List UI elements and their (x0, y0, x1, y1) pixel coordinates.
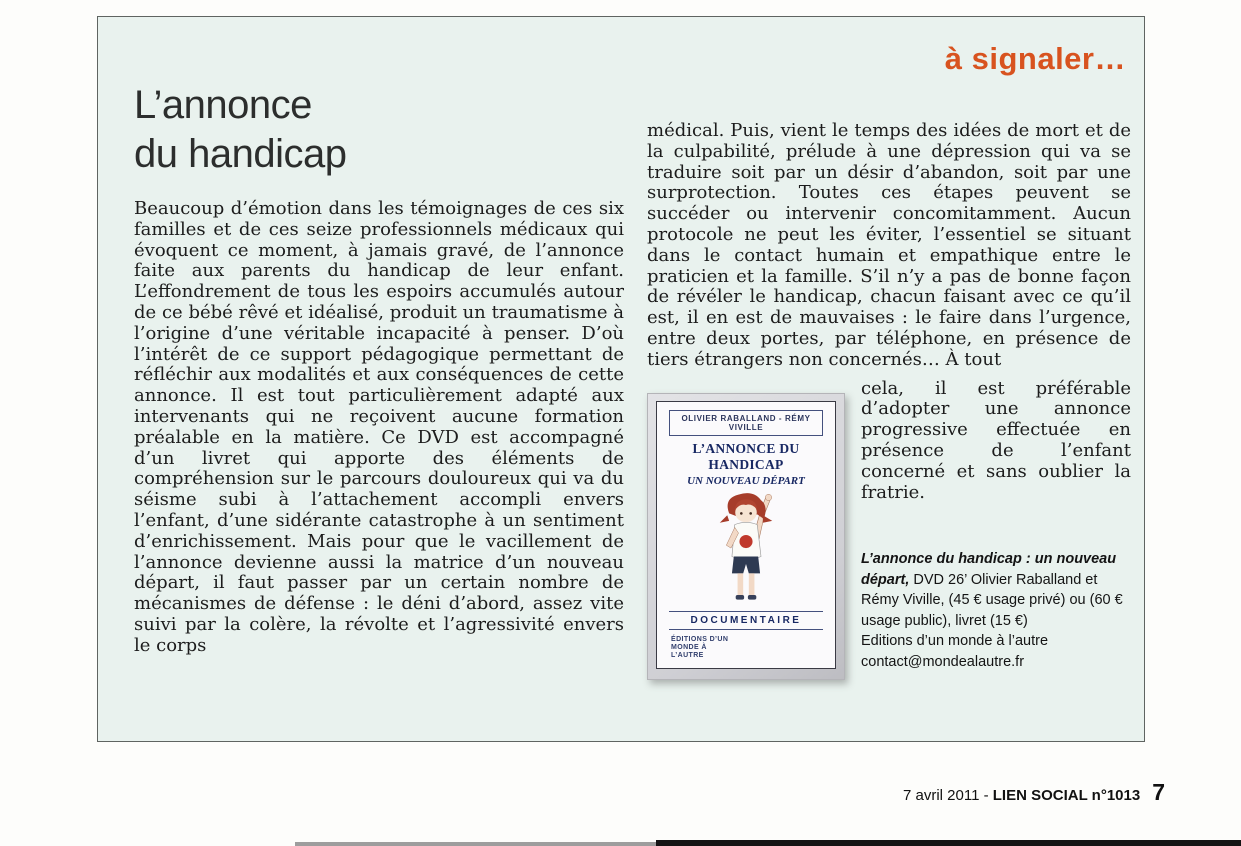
wrap-column (845, 379, 1131, 673)
page-footer (903, 779, 1165, 806)
article-paragraph-left: Beaucoup d’émotion dans les témoignages de ces six familles et de ces seize professionnels médicaux qui évoquent ce moment, à jamais gravé, de l’annonce faite aux parents du handicap de leur enfant. L’effondrement de tous les espoirs accumulés autour de ce bébé rêvé et idéalisé, produit un traumatisme à l’origine d’une véritable incapacité à penser. D’où l’intérêt de ce support pédagogique permettant de réfléchir aux modalités et aux conséquences de cette annonce. Il est tout particulièrement adapté aux intervenants qui ne reçoivent aucune formation préalable en la matière. Ce DVD est accompagné d’un livret qui apporte des éléments de compréhension sur le parcours douloureux qui va du séisme subi à l’attachement accompli envers l’enfant, d’une sidérante catastrophe à un sentiment d’enrichissement. Mais pour que le vacillement de l’annonce devienne aussi la matrice d’un nouveau départ, il faut passer par un certain nombre de mécanismes de défense : le déni d’abord, assez vite suivi par la colère, la révolte et l’agressivité envers le corps (134, 198, 624, 656)
article-title-line2: du handicap (134, 132, 347, 176)
article-paragraph-right-top: médical. Puis, vient le temps des idées de mort et de la culpabilité, prélude à une dépression qui va se traduire soit par un désir d’abandon, soit par une surprotection. Toutes ces étapes peuvent se succéder ou intervenir concomitamment. Aucun protocole ne peut les éviter, l’essentiel se situant dans le contact humain et empathique entre le praticien et la famille. S’il n’y a pas de bonne façon de révéler le handicap, chacun faisant avec ce qu’il est, il en est de mauvaises : le faire dans l’urgence, entre deux portes, par téléphone, en présence de tiers étrangers non concernés… À tout (647, 120, 1131, 370)
footer-brand: LIEN SOCIAL n°1013 (992, 787, 1141, 804)
dvd-authors: OLIVIER RABALLAND - RÉMY VIVILLE (669, 410, 823, 436)
dvd-publisher-logo: ÉDITIONS D’UN MONDE À L’AUTRE (671, 635, 729, 659)
dvd-genre-label: DOCUMENTAIRE (669, 611, 823, 630)
caption-main (861, 549, 1131, 631)
caption-details: DVD 26’ Olivier Raballand et Rémy Viville, (45 € usage privé) ou (60 € usage public), livret (15 €) (861, 571, 1123, 629)
article-column-left (134, 199, 624, 657)
caption-email: contact@mondealautre.fr (861, 653, 1025, 670)
dvd-subtitle: UN NOUVEAU DÉPART (687, 474, 805, 487)
footer-date: 7 avril 2011 - (903, 787, 993, 804)
caption-title: L’annonce du handicap : un nouveau départ, (861, 551, 1117, 588)
footer-page-number: 7 (1152, 779, 1165, 805)
dvd-caption (861, 549, 1131, 672)
dvd-cover-front (656, 401, 836, 669)
article-column-right (647, 121, 1131, 680)
scan-edge-artifact-black (656, 840, 1241, 846)
dvd-cover (647, 393, 845, 680)
caption-publisher: Editions d’un monde à l’autre (861, 633, 1049, 650)
section-label: à signaler… (944, 41, 1126, 76)
dvd-cover-illustration (667, 489, 825, 609)
media-row (647, 379, 1131, 680)
scan-edge-artifact-gray (295, 842, 660, 846)
article-title (134, 81, 346, 179)
dvd-title: L’ANNONCE DU HANDICAP (692, 440, 800, 472)
article-title-line1: L’annonce (134, 83, 312, 127)
article-paragraph-right-wrap: cela, il est préférable d’adopter une annonce progressive effectuée en présence de l’enfant concerné et sans oublier la fratrie. (861, 377, 1131, 503)
article-frame (97, 16, 1145, 742)
